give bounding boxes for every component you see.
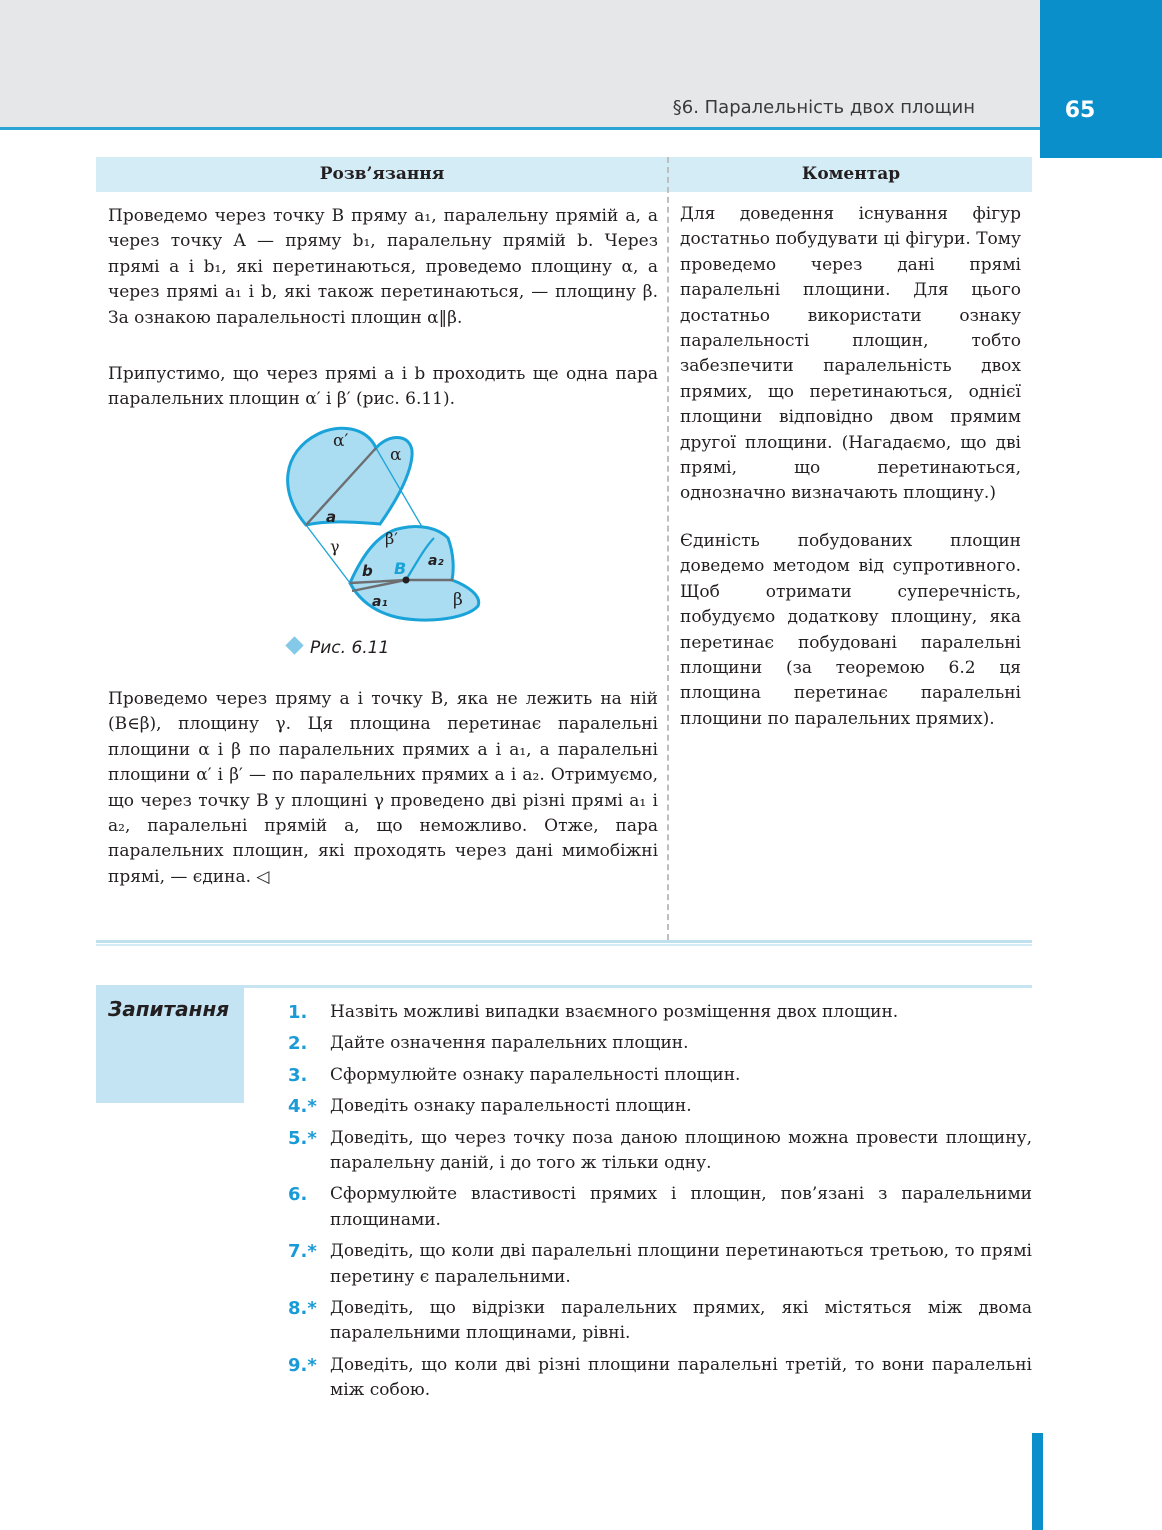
caption-text: Рис. 6.11 (310, 638, 390, 658)
question-text: Доведіть ознаку паралельності площин. (330, 1096, 692, 1117)
question-item (288, 1031, 1032, 1056)
column-divider (667, 157, 669, 940)
table-header-row (96, 157, 1032, 192)
question-text: Доведіть, що відрізки паралельних прямих, які містяться між двома паралельними площинами, рівні. (330, 1298, 1032, 1344)
question-item (288, 1094, 1032, 1119)
question-number: 6. (288, 1184, 308, 1206)
question-item (288, 1000, 1032, 1025)
caption-diamond-icon (285, 636, 303, 654)
questions-title: Запитання (108, 997, 230, 1021)
question-item (288, 1239, 1032, 1290)
label-a: a (326, 508, 337, 526)
question-text: Сформулюйте ознаку паралельності площин. (330, 1064, 741, 1085)
question-number: 3. (288, 1064, 308, 1086)
comment-paragraph-2: Єдиність побудованих площин доведемо методом від супротивного. Щоб отримати суперечність, побудуємо додаткову площину, яка перетинає побудовані паралельні площини (за теоремою 6.2 ця площина перетинає паралельні площини по паралельних прямих). (680, 531, 1021, 729)
question-item (288, 1063, 1032, 1088)
figure-6-11 (270, 420, 495, 632)
question-text: Назвіть можливі випадки взаємного розміщення двох площин. (330, 1002, 899, 1022)
question-text: Доведіть, що через точку поза даною площиною можна провести площину, паралельну даній, і до того ж тільки одну. (330, 1127, 1032, 1174)
solution-paragraph-2: Припустимо, що через прямі a і b проходить ще одна пара паралельних площин α′ і β′ (рис. 6.11). (108, 364, 658, 410)
label-a1: a₁ (372, 594, 388, 610)
question-number: 5.* (288, 1127, 317, 1149)
label-beta: β (453, 590, 463, 610)
label-b: b (362, 562, 373, 580)
questions-top-line (244, 985, 1032, 988)
question-text: Сформулюйте властивості прямих і площин, пов’язані з паралельними площинами. (330, 1184, 1032, 1230)
planes-diagram (270, 420, 495, 632)
page-edge-bar (1032, 1433, 1043, 1530)
question-text: Доведіть, що коли дві паралельні площини перетинаються третьою, то прямі перетину є паралельними. (330, 1241, 1032, 1287)
question-text: Дайте означення паралельних площин. (330, 1033, 689, 1054)
question-number: 7.* (288, 1241, 317, 1263)
header-divider (0, 127, 1040, 130)
label-gamma: γ (330, 537, 340, 556)
column-header-solution: Розв’язання (319, 164, 445, 184)
question-item (288, 1182, 1032, 1233)
comment-paragraph-1: Для доведення існування фігур достатньо побудувати ці фігури. Тому проведемо через дані прямі паралельні площини. Для цього достатньо використати ознаку паралельності площин, тобто забезпечити паралельність двох прямих, що перетинаються, однієї площини відповідно двом прямим другої площини. (Нагадаємо, що дві прямі, що перетинаються, однозначно визначають площину.) (680, 204, 1021, 504)
question-number: 9.* (288, 1354, 317, 1376)
question-item (288, 1353, 1032, 1404)
question-item (288, 1126, 1032, 1177)
figure-caption (288, 638, 389, 658)
label-a2: a₂ (428, 553, 444, 569)
solution-paragraph-3: Проведемо через пряму a і точку B, яка не лежить на ній (B∈β), площину γ. Ця площина перетинає паралельні площини α і β по паралельних прямих a і a₁, а паралельні площини α′ і β′ — по паралельних прямих a і a₂. Отримуємо, що через точку B у площині γ проведено дві різні прямі a₁ і a₂, паралельні прямій a, що неможливо. Отже, пара паралельних площин, які проходять через дані мимобіжні прямі, — єдина. ◁ (108, 689, 658, 887)
label-beta-prime: β′ (385, 529, 398, 548)
page-number: 65 (1064, 98, 1096, 123)
connector-line-2 (306, 525, 350, 583)
page-number-tab (1040, 0, 1162, 158)
label-B: B (394, 559, 407, 578)
questions-list (288, 1000, 1032, 1410)
column-header-comment: Коментар (801, 164, 901, 184)
question-number: 2. (288, 1033, 308, 1055)
question-number: 8.* (288, 1298, 317, 1320)
section-title: §6. Паралельність двох площин (672, 97, 975, 118)
solution-paragraph-1: Проведемо через точку B пряму a₁, паралельну прямій a, а через точку A — пряму b₁, паралельну прямій b. Через прямі a і b₁, які перетинаються, проведемо площину α, а через прямі a₁ і b, які також перетинаються, — площину β. За ознакою паралельності площин α‖β. (108, 206, 658, 328)
table-bottom-border (96, 940, 1032, 946)
question-number: 4.* (288, 1096, 317, 1118)
question-number: 1. (288, 1002, 308, 1023)
question-item (288, 1296, 1032, 1347)
question-text: Доведіть, що коли дві різні площини паралельні третій, то вони паралельні між собою. (330, 1354, 1032, 1401)
label-alpha: α (390, 445, 402, 465)
label-alpha-prime: α′ (333, 431, 349, 451)
